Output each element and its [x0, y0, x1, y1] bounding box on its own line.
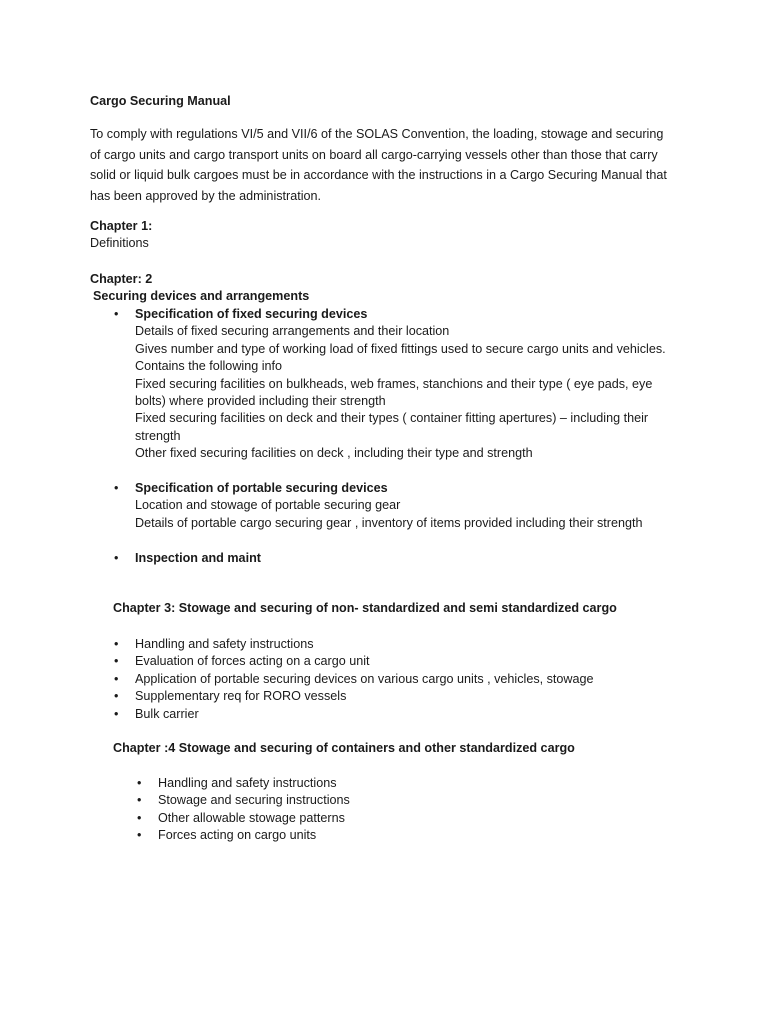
intro-line: of cargo units and cargo transport units on board all cargo-carrying vessels other than those that carry: [90, 147, 658, 162]
chapter4-heading: Chapter :4 Stowage and securing of containers and other standardized cargo: [113, 741, 575, 755]
portable-devices-line: Location and stowage of portable securing gear: [135, 498, 401, 513]
list-item: • Application of portable securing devices on various cargo units , vehicles, stowage: [135, 671, 594, 688]
chapter1-heading: Chapter 1:: [90, 219, 153, 233]
fixed-devices-line: Contains the following info: [135, 359, 283, 374]
intro-line: has been approved by the administration.: [90, 188, 322, 203]
list-item: • Handling and safety instructions: [135, 636, 594, 653]
list-item: • Evaluation of forces acting on a cargo unit: [135, 653, 594, 670]
list-item: • Bulk carrier: [135, 706, 594, 723]
fixed-devices-line: Gives number and type of working load of fixed fittings used to secure cargo units and vehicles.: [135, 341, 666, 356]
list-item: • Forces acting on cargo units: [158, 827, 350, 844]
chapter2-subtitle: Securing devices and arrangements: [93, 289, 310, 303]
chapter3-list: [135, 636, 594, 723]
chapter2-heading: Chapter: 2: [90, 272, 153, 286]
fixed-devices-line: bolts) where provided including their strength: [135, 394, 386, 409]
portable-devices-label: • Specification of portable securing devices: [135, 480, 643, 497]
fixed-devices-line: Fixed securing facilities on deck and their types ( container fitting apertures) – including their: [135, 411, 649, 426]
portable-devices-line: Details of portable cargo securing gear , inventory of items provided including their strength: [135, 515, 643, 530]
inspection-label: • Inspection and maint: [135, 550, 261, 567]
inspection-section: [135, 550, 261, 567]
fixed-devices-section: [135, 306, 666, 463]
intro-paragraph: [90, 124, 667, 206]
fixed-devices-line: Other fixed securing facilities on deck , including their type and strength: [135, 446, 533, 461]
fixed-devices-line: strength: [135, 428, 181, 443]
fixed-devices-line: Details of fixed securing arrangements and their location: [135, 324, 450, 339]
list-item: • Other allowable stowage patterns: [158, 810, 350, 827]
list-item: • Handling and safety instructions: [158, 775, 350, 792]
chapter3-heading: Chapter 3: Stowage and securing of non- standardized and semi standardized cargo: [113, 601, 617, 615]
document-title: Cargo Securing Manual: [90, 94, 231, 108]
list-item: • Stowage and securing instructions: [158, 792, 350, 809]
chapter1-subtitle: Definitions: [90, 236, 149, 250]
intro-line: To comply with regulations VI/5 and VII/6 of the SOLAS Convention, the loading, stowage and securing: [90, 127, 664, 141]
fixed-devices-label: • Specification of fixed securing devices: [135, 306, 666, 323]
chapter4-list: [158, 775, 350, 845]
portable-devices-section: [135, 480, 643, 532]
fixed-devices-line: Fixed securing facilities on bulkheads, web frames, stanchions and their type ( eye pads, eye: [135, 376, 653, 391]
intro-line: solid or liquid bulk cargoes must be in accordance with the instructions in a Cargo Securing Manual that: [90, 168, 667, 182]
list-item: • Supplementary req for RORO vessels: [135, 688, 594, 705]
